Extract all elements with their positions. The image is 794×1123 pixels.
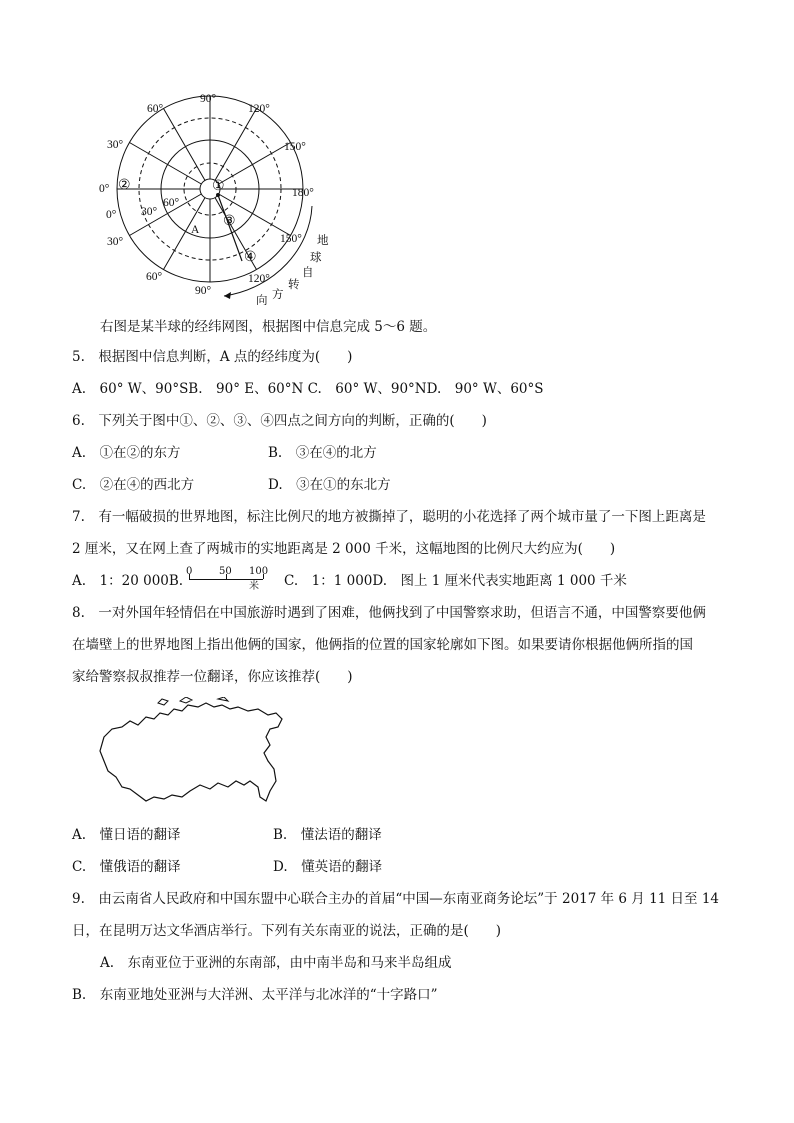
scale-tick	[189, 574, 190, 579]
lon-60-bl: 60°	[146, 271, 163, 283]
point-4-label: ④	[244, 250, 257, 265]
hemisphere-graticule-figure	[96, 88, 346, 308]
q9-line-1: 9. 由云南省人民政府和中国东盟中心联合主办的首届“中国—东南亚商务论坛”于 2017 年 6 月 11 日至 14	[72, 891, 720, 907]
lon-150-r: 150°	[284, 141, 306, 153]
rotation-char-5: 方	[272, 289, 284, 301]
scale-label-50: 50	[219, 566, 232, 577]
point-a-label: A	[191, 224, 200, 236]
lon-0-l: 0°	[99, 183, 110, 195]
q8-option-d: D. 懂英语的翻译	[273, 859, 383, 875]
rotation-char-3: 自	[302, 267, 314, 279]
country-outline-figure	[98, 697, 284, 807]
scale-label-0: 0	[186, 566, 193, 577]
lon-180-r: 180°	[292, 187, 314, 199]
inner-60: 60°	[163, 197, 180, 209]
q8-line-3: 家给警察叔叔推荐一位翻译，你应该推荐( )	[72, 669, 353, 685]
rotation-char-2: 球	[310, 252, 322, 264]
q8-option-a: A. 懂日语的翻译	[72, 827, 181, 843]
country-outline	[100, 703, 282, 801]
lon-90-top: 90°	[200, 93, 217, 105]
figure-caption: 右图是某半球的经纬网图，根据图中信息完成 5～6 题。	[100, 319, 437, 335]
q8-line-2: 在墙壁上的世界地图上指出他俩的国家，他俩指的位置的国家轮廓如下图。如果要请你根据他俩所指的国	[72, 637, 693, 653]
q7-line-2: 2 厘米，又在网上查了两城市的实地距离是 2 000 千米，这幅地图的比例尺大约应为( )	[72, 541, 616, 557]
q9-option-b: B. 东南亚地处亚洲与大洋洲、太平洋与北冰洋的“十字路口”	[72, 987, 438, 1003]
q9-option-a: A. 东南亚位于亚洲的东南部，由中南半岛和马来半岛组成	[100, 955, 452, 971]
q6-option-a: A. ①在②的东方	[72, 445, 181, 461]
q6-stem: 6. 下列关于图中①、②、③、④四点之间方向的判断，正确的( )	[72, 413, 487, 429]
lon-150-br: 150°	[280, 233, 302, 245]
q7-option-a: A. 1：20 000B.	[72, 573, 184, 589]
rotation-arrowhead	[224, 292, 231, 299]
inner-30: 30°	[141, 206, 158, 218]
scale-tick	[263, 574, 264, 579]
scale-bar	[183, 566, 269, 592]
rotation-char-1: 地	[317, 235, 329, 247]
point-3-label: ③	[223, 214, 236, 229]
islands	[158, 697, 228, 705]
lon-30-bl: 30°	[107, 236, 124, 248]
q7-line-1: 7. 有一幅破损的世界地图，标注比例尺的地方被撕掉了，聪明的小花选择了两个城市量了一下图上距离是	[72, 509, 706, 525]
lon-120-tr: 120°	[248, 103, 270, 115]
meridian-lines	[117, 96, 303, 282]
point-2-label: ②	[118, 178, 131, 193]
lon-30-l: 30°	[107, 139, 124, 151]
lon-120-br: 120°	[248, 273, 270, 285]
q8-option-b: B. 懂法语的翻译	[273, 827, 382, 843]
lon-60-tl: 60°	[147, 103, 164, 115]
lat-0: 0°	[106, 209, 117, 221]
scale-tick	[226, 574, 227, 579]
q8-line-1: 8. 一对外国年轻情侣在中国旅游时遇到了困难，他俩找到了中国警察求助，但语言不通，中国警察要他俩	[72, 605, 706, 621]
q9-line-2: 日，在昆明万达文华酒店举行。下列有关东南亚的说法，正确的是( )	[72, 923, 502, 939]
q6-option-d: D. ③在①的东北方	[268, 477, 391, 493]
rotation-char-4: 转	[288, 279, 300, 291]
lon-90-bottom: 90°	[195, 285, 212, 297]
q5-stem: 5. 根据图中信息判断，A 点的经纬度为( )	[72, 349, 353, 365]
q7-options-rest: C. 1：1 000D. 图上 1 厘米代表实地距离 1 000 千米	[284, 573, 627, 589]
q5-options: A. 60° W、90°SB. 90° E、60°N C. 60° W、90°ND. 90° W、60°S	[72, 381, 544, 397]
scale-label-100: 100米	[249, 566, 269, 592]
q8-option-c: C. 懂俄语的翻译	[72, 859, 181, 875]
q6-option-b: B. ③在④的北方	[268, 445, 377, 461]
point-1-label: ①	[212, 179, 225, 194]
scale-line	[189, 579, 263, 580]
q6-option-c: C. ②在④的西北方	[72, 477, 195, 493]
rotation-char-6: 向	[256, 295, 268, 307]
